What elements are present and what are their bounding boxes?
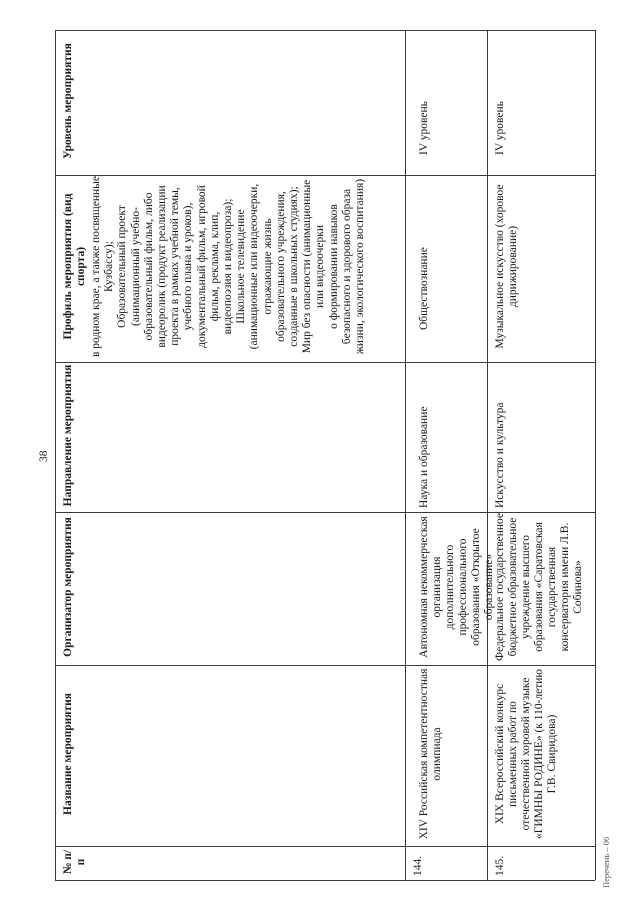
profile-continuation [90,175,367,358]
profile-continuation-line: документальный фильм, игровой фильм, реклама, клип, [195,185,221,348]
row-145-direction: Искусство и культура [494,402,506,508]
profile-continuation-line: жизни, экологического воспитания) [354,178,367,355]
row-144-profile: Обществознание [418,247,430,330]
row-145-num: 145. [494,855,506,876]
table-border-top [55,30,56,880]
header-name: Название мероприятия [62,693,74,815]
row-144-name: XIV Российская компетентностная олимпиада [418,668,443,840]
profile-continuation-line: Мир без опасности (анимационные или видеоочерки [301,179,327,354]
table-row-divider [487,30,488,880]
table-border-right [55,30,595,31]
profile-continuation-line: в родном крае, а также посвященные Кузбассу); [90,175,116,358]
table-row-divider [405,30,406,880]
row-145-organizer: Федеральное государственное бюджетное образовательное учреждение высшего образования «Саратовская государственная консерватория имени Л.В. Собинова» [494,512,584,661]
header-level: Уровень мероприятия [62,43,74,159]
header-profile: Профиль мероприятия (вид спорта) [62,193,87,340]
page-number: 38 [38,450,50,462]
table-border-bottom [595,30,596,880]
footer-mark: Перечень – 06 [601,836,611,888]
row-145-name: XIX Всероссийский конкурс письменных работ по отечественной хоровой музыке «ГИМНЫ РОДИНЕ» (к 110-летию Г.В. Свиридова) [494,668,558,840]
row-145-profile: Музыкальное искусство (хоровое дирижирование) [494,184,519,349]
header-direction: Направление мероприятия [62,364,74,507]
profile-continuation-line: о формировании навыков безопасного и здорового образа [327,188,353,345]
profile-continuation-line: проекта в рамках учебной темы, учебного плана и уроков), [169,187,195,346]
row-144-level: IV уровень [418,101,430,155]
row-144-num: 144. [412,855,424,876]
column-divider [55,846,595,847]
profile-continuation-line: Образовательный проект (анимационный учебно- [116,205,142,328]
row-145-level: IV уровень [494,101,506,155]
profile-continuation-line: образовательный фильм, либо видеоролик (продукт реализации [142,185,169,348]
profile-continuation-line: видеопоэзия и видеопроза); [222,198,235,335]
table-border-left [55,880,595,881]
row-144-direction: Наука и образование [418,406,430,508]
header-organizer: Организатор мероприятия [62,517,74,657]
profile-continuation-line: Школьное телевидение (анимационные или видеоочерки, отражающие жизнь [235,183,274,350]
column-divider [55,362,595,363]
profile-continuation-line: образовательного учреждения, созданные в школьных студиях); [274,186,301,347]
row-144-organizer: Автономная некоммерческая организация дополнительного профессионального образования «Открытое образование» [418,516,495,658]
header-num: № п/п [62,849,87,875]
